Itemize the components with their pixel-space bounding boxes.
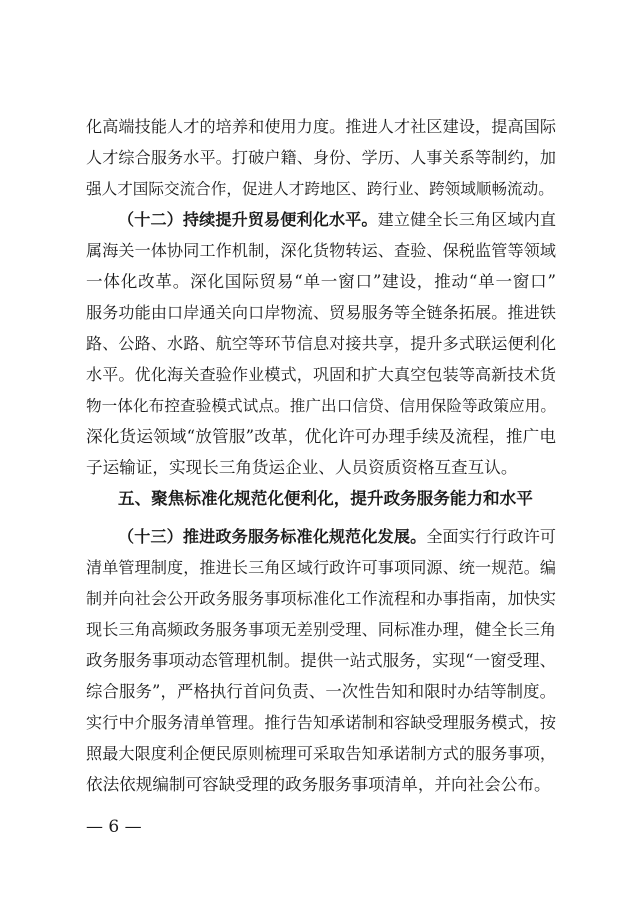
page-number: — 6 — [86, 817, 142, 837]
paragraph-2-line-2: 属海关一体协同工作机制，深化货物转运、查验、保税监管等领域 [86, 241, 556, 260]
paragraph-3-line-3: 制并向社会公开政务服务事项标准化工作流程和办事指南，加快实 [86, 589, 556, 608]
paragraph-3-title: （十三）推进政务服务标准化规范化发展。 [118, 527, 427, 546]
paragraph-3-line-5: 政务服务事项动态管理机制。提供一站式服务，实现“一窗受理、 [86, 651, 556, 670]
paragraph-2-line-8: 深化货运领域“放管服”改革，优化许可办理手续及流程，推广电 [86, 427, 556, 446]
paragraph-3-line-9: 依法依规编制可容缺受理的政务服务事项清单，并向社会公布。 [86, 775, 551, 794]
paragraph-2-lead-text: 建立健全长三角区域内直 [377, 210, 556, 229]
paragraph-2-line-5: 路、公路、水路、航空等环节信息对接共享，提升多式联运便利化 [86, 334, 556, 353]
paragraph-1-line-2: 人才综合服务水平。打破户籍、身份、学历、人事关系等制约，加 [86, 148, 556, 167]
paragraph-2-line-7: 物一体化布控查验模式试点。推广出口信贷、信用保险等政策应用。 [86, 397, 556, 415]
paragraph-3-lead-text: 全面实行行政许可 [426, 527, 556, 546]
paragraph-2-line-6: 水平。优化海关查验作业模式，巩固和扩大真空包装等高新技术货 [86, 365, 556, 384]
paragraph-3-line-8: 照最大限度利企便民原则梳理可采取告知承诺制方式的服务事项， [86, 744, 556, 763]
paragraph-2-line-4: 服务功能由口岸通关向口岸物流、贸易服务等全链条拓展。推进铁 [86, 303, 556, 322]
paragraph-1-line-1: 化高端技能人才的培养和使用力度。推进人才社区建设，提高国际 [86, 117, 556, 136]
paragraph-2-line-9: 子运输证，实现长三角货运企业、人员资质资格互查互认。 [86, 458, 518, 477]
section-heading: 五、聚焦标准化规范化便利化，提升政务服务能力和水平 [118, 489, 533, 508]
paragraph-2-title: （十二）持续提升贸易便利化水平。 [118, 210, 378, 229]
paragraph-3-line-6: 综合服务”，严格执行首问负责、一次性告知和限时办结等制度。 [86, 682, 556, 701]
paragraph-3-line-1 [118, 520, 556, 554]
paragraph-3-line-2: 清单管理制度，推进长三角区域行政许可事项同源、统一规范。编 [86, 558, 556, 577]
paragraph-3-line-4: 现长三角高频政务服务事项无差别受理、同标准办理，健全长三角 [86, 620, 556, 639]
paragraph-2-line-3: 一体化改革。深化国际贸易“单一窗口”建设，推动“单一窗口” [86, 272, 556, 291]
paragraph-2-line-1 [118, 203, 556, 237]
paragraph-1-line-3: 强人才国际交流合作，促进人才跨地区、跨行业、跨领域顺畅流动。 [86, 180, 554, 198]
paragraph-3-line-7: 实行中介服务清单管理。推行告知承诺制和容缺受理服务模式，按 [86, 713, 556, 732]
